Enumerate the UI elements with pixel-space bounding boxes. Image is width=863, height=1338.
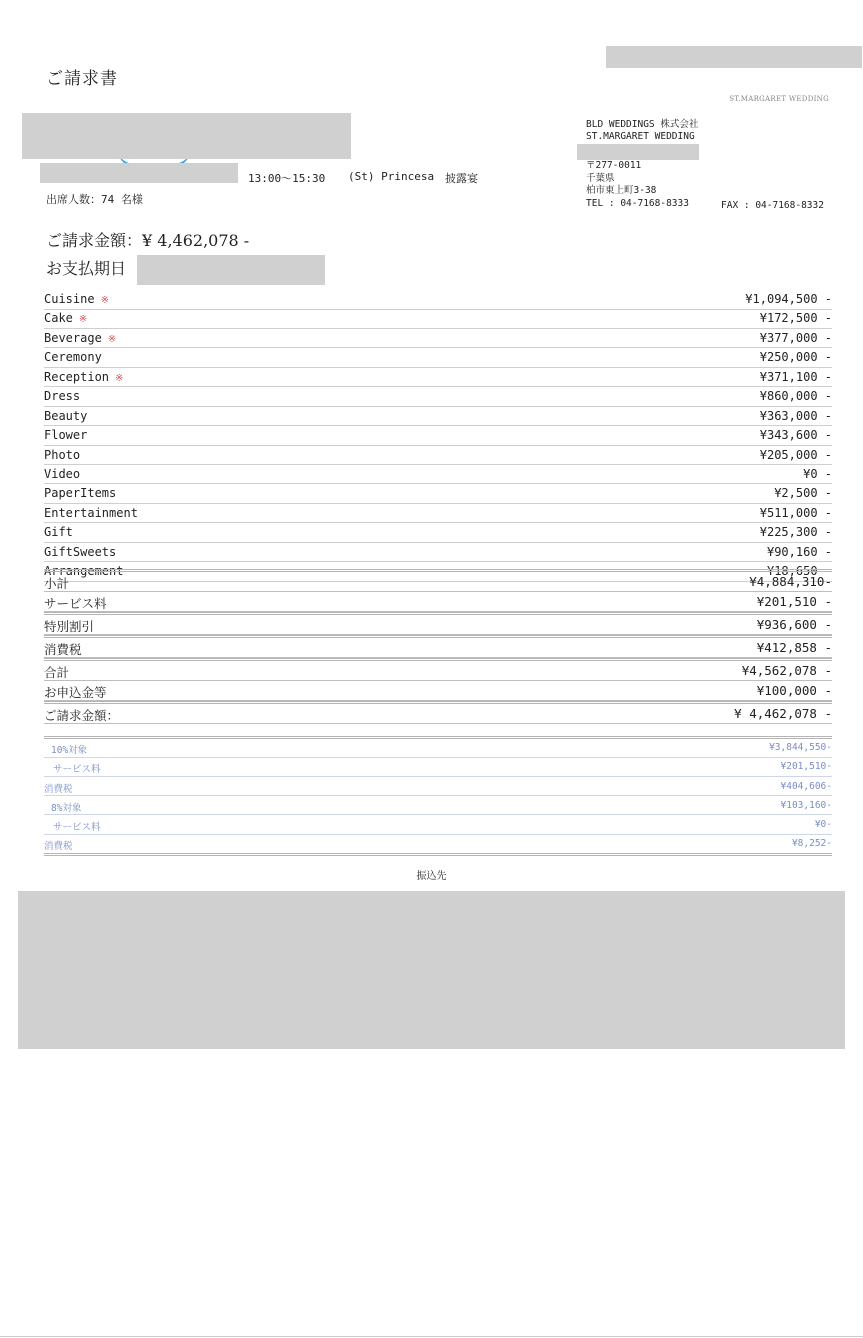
item-label: Dress — [44, 389, 81, 404]
line-item — [44, 369, 832, 388]
discount-amount: ¥936,600 - — [756, 617, 832, 632]
tax-row — [44, 739, 832, 758]
line-item — [44, 310, 832, 329]
billing-amount-row — [44, 701, 832, 724]
redacted-due-date — [137, 255, 325, 285]
item-label: Cuisine — [44, 292, 95, 306]
item-amount: ¥205,000 - — [759, 447, 832, 462]
event-type: 披露宴 — [445, 172, 478, 185]
tax-row-amount: ¥0- — [814, 819, 832, 831]
tax-row-amount: ¥103,160- — [780, 799, 832, 811]
item-amount: ¥2,500 - — [774, 486, 832, 501]
line-item — [44, 427, 832, 446]
tax-breakdown — [44, 736, 832, 857]
tax-row — [44, 835, 832, 856]
tax-row-label: 消費税 — [44, 783, 73, 795]
company-name: BLD WEDDINGS 株式会社 — [586, 119, 699, 130]
line-item — [44, 544, 832, 563]
item-amount: ¥18,650 - — [766, 564, 832, 579]
billing-amount-label: ご請求金額： — [44, 708, 120, 723]
item-amount: ¥363,000 - — [759, 408, 832, 423]
line-item — [44, 408, 832, 427]
tax-row-label: サービス料 — [53, 822, 101, 834]
item-label: Beauty — [44, 408, 88, 423]
redacted-header-right — [606, 46, 862, 68]
document-title: ご請求書 — [46, 69, 118, 89]
item-amount: ¥172,500 - — [759, 311, 832, 326]
redacted-customer-name — [22, 113, 351, 159]
item-amount: ¥90,160 - — [766, 544, 832, 559]
postal-code: 〒277-0011 — [586, 160, 642, 171]
redacted-company-line — [577, 144, 699, 160]
line-item — [44, 349, 832, 368]
redacted-event-date — [40, 163, 238, 183]
redacted-bank-details — [18, 891, 845, 1049]
line-item — [44, 524, 832, 543]
asterisk-icon: ※ — [107, 333, 117, 345]
tax-row — [44, 797, 832, 816]
bank-transfer-label: 振込先 — [416, 871, 447, 882]
service-charge-row — [44, 592, 832, 612]
item-label: Photo — [44, 447, 81, 462]
totals-section — [44, 569, 832, 724]
line-item — [44, 447, 832, 466]
item-amount: ¥1,094,500 - — [745, 292, 832, 306]
item-label: Gift — [44, 525, 73, 540]
tax-row-amount: ¥3,844,550- — [769, 742, 832, 753]
deposit-label: お申込金等 — [44, 685, 107, 700]
item-amount: ¥225,300 - — [759, 525, 832, 540]
item-amount: ¥371,100 - — [759, 369, 832, 384]
line-item — [44, 388, 832, 407]
grand-total-row — [44, 658, 832, 681]
tax-row-label: 8%対象 — [51, 802, 82, 814]
item-label: Beverage — [44, 330, 102, 345]
tax-row — [44, 758, 832, 777]
item-amount: ¥377,000 - — [759, 330, 832, 345]
tax-row-label: 10%対象 — [51, 745, 88, 756]
subtotal-row — [44, 569, 832, 592]
consumption-tax-row — [44, 635, 832, 658]
fax-number: FAX : 04-7168-8332 — [721, 200, 824, 211]
tax-row — [44, 816, 832, 835]
event-venue: (St) Princesa — [348, 170, 435, 183]
company-block — [586, 119, 698, 143]
tax-row-label: サービス料 — [53, 764, 101, 776]
consumption-tax-amount: ¥412,858 - — [756, 640, 832, 655]
company-address — [586, 160, 689, 210]
line-item — [44, 505, 832, 524]
service-charge-label: サービス料 — [44, 596, 107, 611]
item-amount: ¥0 - — [803, 466, 832, 481]
grand-total-amount: ¥4,562,078 - — [741, 663, 832, 678]
city-address: 柏市東上町3-38 — [586, 185, 657, 196]
tax-row-label: 消費税 — [44, 841, 73, 853]
line-item — [44, 330, 832, 349]
service-charge-amount: ¥201,510 - — [756, 594, 832, 609]
item-label: Cake — [44, 311, 73, 326]
deposit-amount: ¥100,000 - — [756, 683, 832, 698]
line-item — [44, 466, 832, 485]
tax-row — [44, 778, 832, 797]
item-amount: ¥511,000 - — [759, 505, 832, 520]
item-label: Arrangement — [44, 564, 124, 579]
grand-total-label: 合計 — [44, 665, 70, 680]
item-amount: ¥250,000 - — [759, 350, 832, 365]
consumption-tax-label: 消費税 — [44, 642, 82, 657]
item-label: Ceremony — [44, 350, 102, 365]
subtotal-label: 小計 — [44, 576, 70, 591]
deposit-row — [44, 681, 832, 701]
event-time: 13:00〜15:30 — [248, 172, 326, 185]
line-item — [44, 485, 832, 504]
guest-count: 出席人数：74 名様 — [46, 193, 143, 206]
asterisk-icon: ※ — [78, 314, 88, 326]
subtotal-amount: ¥4,884,310- — [749, 574, 832, 589]
discount-label: 特別割引 — [44, 619, 95, 634]
tax-row-amount: ¥8,252- — [791, 838, 832, 850]
line-item — [44, 291, 832, 310]
item-label: Video — [44, 466, 81, 481]
discount-row — [44, 612, 832, 635]
brand-logo-text: ST.MARGARET WEDDING — [729, 95, 829, 103]
item-label: GiftSweets — [44, 544, 117, 559]
billing-amount-headline: ご請求金額：¥ 4,462,078 - — [46, 231, 250, 250]
line-items — [44, 291, 832, 583]
item-amount: ¥860,000 - — [759, 389, 832, 404]
tel-number: TEL : 04-7168-8333 — [586, 197, 689, 209]
asterisk-icon: ※ — [115, 372, 124, 384]
company-sub: ST.MARGARET WEDDING — [586, 131, 695, 142]
page-bottom-border — [0, 1336, 863, 1337]
payment-due-label: お支払期日 — [46, 259, 127, 278]
billing-amount-value: ¥ 4,462,078 - — [734, 706, 832, 721]
item-amount: ¥343,600 - — [759, 428, 832, 443]
item-label: Entertainment — [44, 505, 138, 520]
tax-row-amount: ¥404,606- — [780, 780, 832, 792]
item-label: Flower — [44, 428, 88, 443]
tax-row-amount: ¥201,510- — [780, 761, 832, 773]
item-label: PaperItems — [44, 486, 117, 501]
asterisk-icon: ※ — [100, 295, 109, 306]
prefecture: 千葉県 — [586, 172, 615, 184]
item-label: Reception — [44, 369, 110, 384]
